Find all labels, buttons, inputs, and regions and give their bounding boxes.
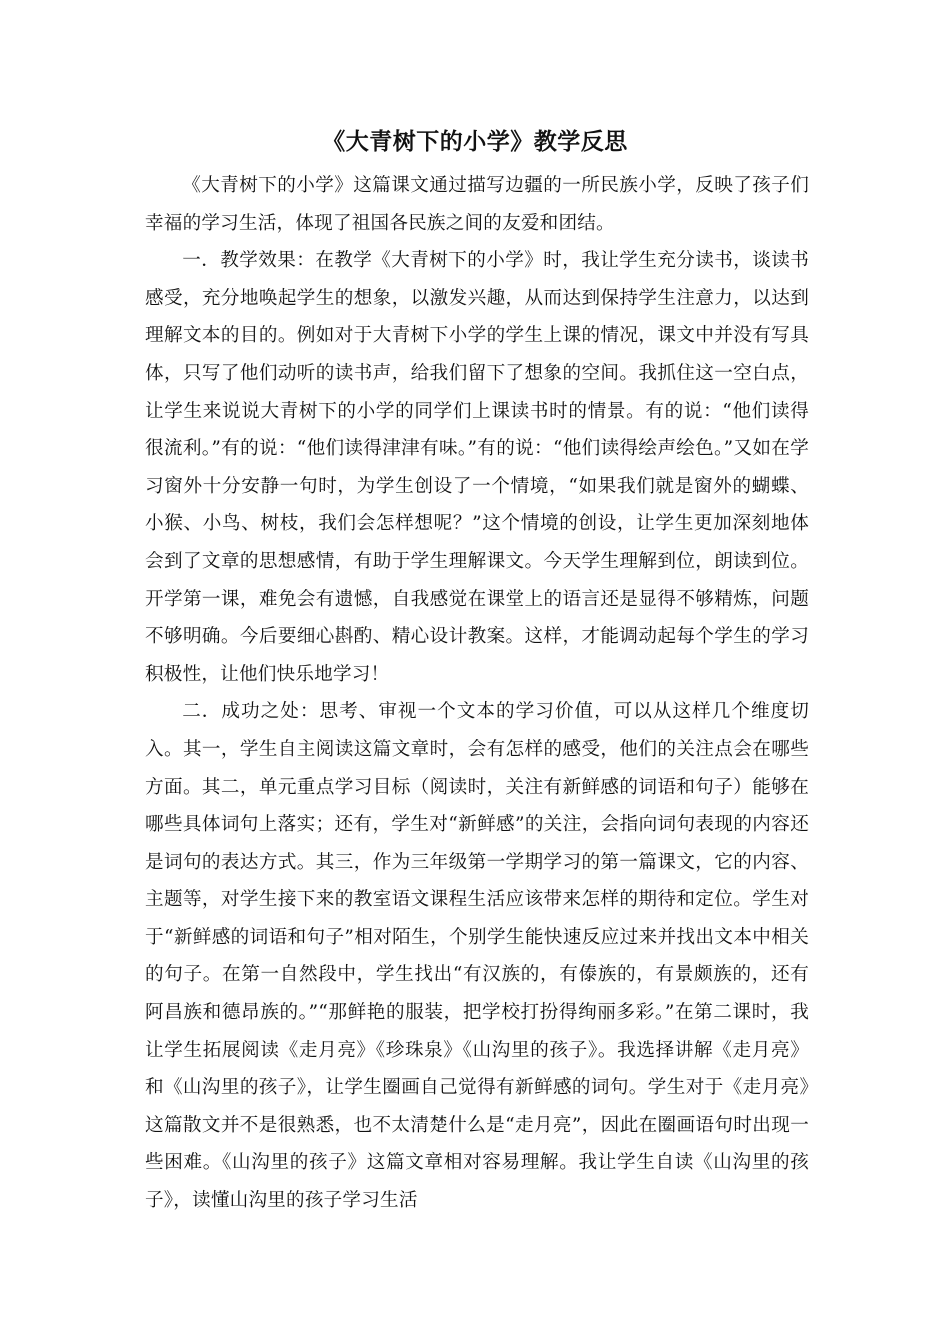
paragraph-teaching-effect: 一．教学效果：在教学《大青树下的小学》时，我让学生充分读书，谈读书感受，充分地唤起学生的想象，以激发兴趣，从而达到保持学生注意力，以达到理解文本的目的。例如对于大青树下小学的学生上课的情况，课文中并没有写具体，只写了他们动听的读书声，给我们留下了想象的空间。我抓住这一空白点，让学生来说说大青树下的小学的同学们上课读书时的情景。有的说：“他们读得很流利。”有的说：“他们读得津津有味。”有的说：“他们读得绘声绘色。”又如在学习窗外十分安静一句时，为学生创设了一个情境，“如果我们就是窗外的蝴蝶、小猴、小鸟、树枝，我们会怎样想呢？”这个情境的创设，让学生更加深刻地体会到了文章的思想感情，有助于学生理解课文。今天学生理解到位，朗读到位。开学第一课，难免会有遗憾，自我感觉在课堂上的语言还是显得不够精炼，问题不够明确。今后要细心斟酌、精心设计教案。这样，才能调动起每个学生的学习积极性，让他们快乐地学习！ <box>145 250 809 685</box>
paragraph-intro: 《大青树下的小学》这篇课文通过描写边疆的一所民族小学，反映了孩子们幸福的学习生活，体现了祖国各民族之间的友爱和团结。 <box>145 175 809 234</box>
document-body <box>145 167 809 1220</box>
paragraph-success-points: 二．成功之处：思考、审视一个文本的学习价值，可以从这样几个维度切入。其一，学生自主阅读这篇文章时，会有怎样的感受，他们的关注点会在哪些方面。其二，单元重点学习目标（阅读时，关注有新鲜感的词语和句子）能够在哪些具体词句上落实；还有，学生对“新鲜感”的关注，会指向词句表现的内容还是词句的表达方式。其三，作为三年级第一学期学习的第一篇课文，它的内容、主题等，对学生接下来的教室语文课程生活应该带来怎样的期待和定位。学生对于“新鲜感的词语和句子”相对陌生，个别学生能快速反应过来并找出文本中相关的句子。在第一自然段中，学生找出“有汉族的，有傣族的，有景颇族的，还有阿昌族和德昂族的。”“那鲜艳的服装，把学校打扮得绚丽多彩。”在第二课时，我让学生拓展阅读《走月亮》《珍珠泉》《山沟里的孩子》。我选择讲解《走月亮》和《山沟里的孩子》，让学生圈画自己觉得有新鲜感的词句。学生对于《走月亮》这篇散文并不是很熟悉，也不太清楚什么是“走月亮”，因此在圈画语句时出现一些困难。《山沟里的孩子》这篇文章相对容易理解。我让学生自读《山沟里的孩子》，读懂山沟里的孩子学习生活 <box>145 701 809 1212</box>
document-title: 《大青树下的小学》教学反思 <box>322 128 628 155</box>
